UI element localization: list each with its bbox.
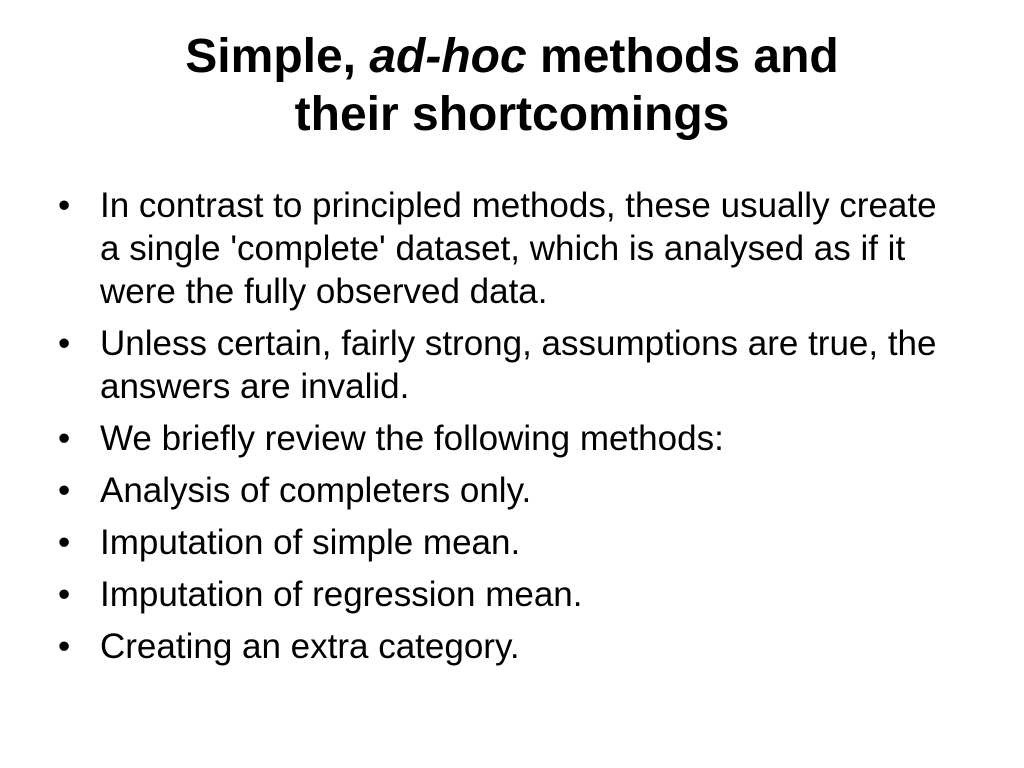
bullet-text: We briefly review the following methods: <box>100 419 724 458</box>
bullet-marker: • <box>58 324 71 363</box>
title-prefix: Simple, <box>185 30 370 83</box>
bullet-text: In contrast to principled methods, these usually create a single 'complete' dataset, which is analysed as if it were the fully observed data. <box>100 186 937 311</box>
bullet-item <box>58 625 958 668</box>
bullet-marker: • <box>58 419 71 458</box>
bullet-item <box>58 521 958 564</box>
bullet-text: Imputation of regression mean. <box>100 575 583 614</box>
bullet-text: Creating an extra category. <box>100 627 520 666</box>
bullet-text: Imputation of simple mean. <box>100 523 521 562</box>
bullet-marker: • <box>58 523 71 562</box>
bullet-marker: • <box>58 627 71 666</box>
bullet-list <box>58 184 958 677</box>
bullet-text: Unless certain, fairly strong, assumptions are true, the answers are invalid. <box>100 324 937 406</box>
bullet-item <box>58 322 958 408</box>
bullet-item <box>58 469 958 512</box>
title-italic-term: ad-hoc <box>369 30 527 83</box>
title-suffix: methods and <box>526 30 839 83</box>
bullet-item <box>58 417 958 460</box>
slide-title <box>0 28 1024 144</box>
bullet-text: Analysis of completers only. <box>100 471 532 510</box>
bullet-marker: • <box>58 186 71 225</box>
bullet-marker: • <box>58 575 71 614</box>
title-line-2: their shortcomings <box>294 88 730 141</box>
bullet-item <box>58 184 958 313</box>
bullet-item <box>58 573 958 616</box>
bullet-marker: • <box>58 471 71 510</box>
